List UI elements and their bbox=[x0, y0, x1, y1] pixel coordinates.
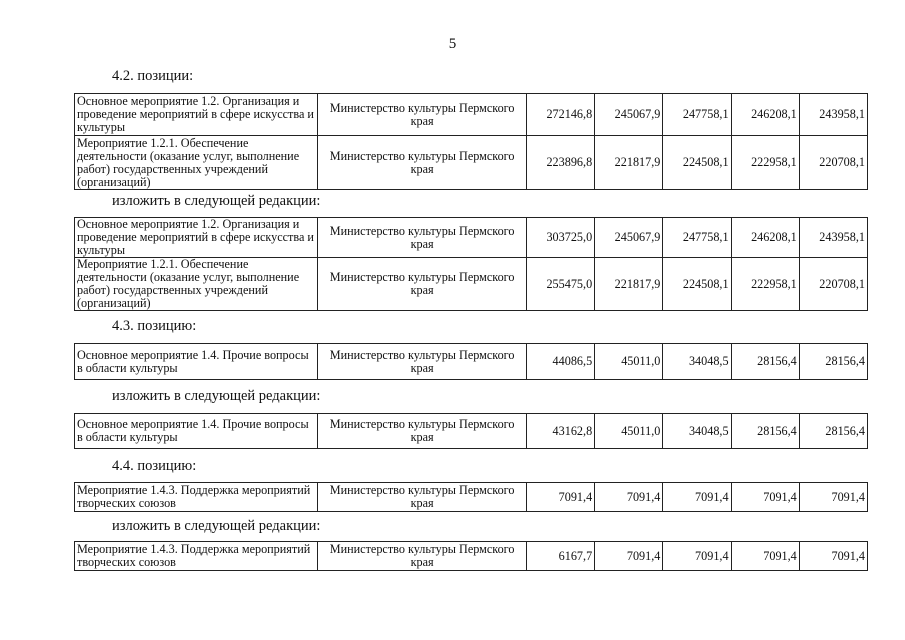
value-cell: 272146,8 bbox=[526, 94, 594, 136]
value-cell: 223896,8 bbox=[526, 136, 594, 190]
value-cell: 222958,1 bbox=[731, 136, 799, 190]
value-cell: 220708,1 bbox=[799, 136, 867, 190]
table-row bbox=[75, 218, 868, 258]
value-cell: 7091,4 bbox=[731, 542, 799, 571]
value-cell: 28156,4 bbox=[799, 414, 867, 449]
value-cell: 34048,5 bbox=[663, 414, 731, 449]
ministry-cell: Министерство культуры Пермского края bbox=[318, 94, 527, 136]
table-row bbox=[75, 258, 868, 311]
value-cell: 245067,9 bbox=[595, 94, 663, 136]
table-row bbox=[75, 542, 868, 571]
value-cell: 7091,4 bbox=[663, 483, 731, 512]
value-cell: 221817,9 bbox=[595, 258, 663, 311]
value-cell: 222958,1 bbox=[731, 258, 799, 311]
value-cell: 44086,5 bbox=[526, 344, 594, 380]
value-cell: 7091,4 bbox=[731, 483, 799, 512]
section-heading: 4.3. позицию: bbox=[112, 318, 197, 334]
event-name-cell: Основное мероприятие 1.2. Организация и проведение мероприятий в сфере искусства и культуры bbox=[75, 218, 318, 258]
budget-table bbox=[74, 217, 868, 311]
value-cell: 303725,0 bbox=[526, 218, 594, 258]
section-heading: 4.2. позиции: bbox=[112, 68, 194, 84]
value-cell: 220708,1 bbox=[799, 258, 867, 311]
event-name-cell: Мероприятие 1.4.3. Поддержка мероприятий творческих союзов bbox=[75, 483, 318, 512]
ministry-cell: Министерство культуры Пермского края bbox=[318, 542, 527, 571]
value-cell: 45011,0 bbox=[595, 414, 663, 449]
value-cell: 7091,4 bbox=[595, 542, 663, 571]
table-row bbox=[75, 414, 868, 449]
table-row bbox=[75, 344, 868, 380]
value-cell: 28156,4 bbox=[799, 344, 867, 380]
value-cell: 7091,4 bbox=[595, 483, 663, 512]
event-name-cell: Мероприятие 1.2.1. Обеспечение деятельности (оказание услуг, выполнение работ) государственных учреждений (организаций) bbox=[75, 136, 318, 190]
value-cell: 28156,4 bbox=[731, 414, 799, 449]
page-number: 5 bbox=[448, 36, 457, 52]
value-cell: 246208,1 bbox=[731, 94, 799, 136]
value-cell: 245067,9 bbox=[595, 218, 663, 258]
value-cell: 28156,4 bbox=[731, 344, 799, 380]
budget-table bbox=[74, 343, 868, 380]
table-row bbox=[75, 483, 868, 512]
budget-table bbox=[74, 541, 868, 571]
section-heading: изложить в следующей редакции: bbox=[112, 518, 321, 534]
table-row bbox=[75, 94, 868, 136]
event-name-cell: Мероприятие 1.2.1. Обеспечение деятельности (оказание услуг, выполнение работ) государственных учреждений (организаций) bbox=[75, 258, 318, 311]
ministry-cell: Министерство культуры Пермского края bbox=[318, 344, 527, 380]
ministry-cell: Министерство культуры Пермского края bbox=[318, 483, 527, 512]
budget-table bbox=[74, 93, 868, 190]
value-cell: 43162,8 bbox=[526, 414, 594, 449]
value-cell: 7091,4 bbox=[799, 483, 867, 512]
value-cell: 7091,4 bbox=[526, 483, 594, 512]
value-cell: 34048,5 bbox=[663, 344, 731, 380]
value-cell: 7091,4 bbox=[799, 542, 867, 571]
value-cell: 247758,1 bbox=[663, 94, 731, 136]
table-row bbox=[75, 136, 868, 190]
value-cell: 7091,4 bbox=[663, 542, 731, 571]
budget-table bbox=[74, 413, 868, 449]
event-name-cell: Основное мероприятие 1.4. Прочие вопросы в области культуры bbox=[75, 344, 318, 380]
value-cell: 243958,1 bbox=[799, 218, 867, 258]
value-cell: 221817,9 bbox=[595, 136, 663, 190]
ministry-cell: Министерство культуры Пермского края bbox=[318, 414, 527, 449]
value-cell: 224508,1 bbox=[663, 136, 731, 190]
value-cell: 243958,1 bbox=[799, 94, 867, 136]
value-cell: 6167,7 bbox=[526, 542, 594, 571]
value-cell: 255475,0 bbox=[526, 258, 594, 311]
value-cell: 224508,1 bbox=[663, 258, 731, 311]
value-cell: 246208,1 bbox=[731, 218, 799, 258]
section-heading: изложить в следующей редакции: bbox=[112, 193, 321, 209]
event-name-cell: Основное мероприятие 1.4. Прочие вопросы в области культуры bbox=[75, 414, 318, 449]
value-cell: 247758,1 bbox=[663, 218, 731, 258]
ministry-cell: Министерство культуры Пермского края bbox=[318, 258, 527, 311]
budget-table bbox=[74, 482, 868, 512]
ministry-cell: Министерство культуры Пермского края bbox=[318, 136, 527, 190]
event-name-cell: Основное мероприятие 1.2. Организация и проведение мероприятий в сфере искусства и культуры bbox=[75, 94, 318, 136]
section-heading: 4.4. позицию: bbox=[112, 458, 197, 474]
value-cell: 45011,0 bbox=[595, 344, 663, 380]
ministry-cell: Министерство культуры Пермского края bbox=[318, 218, 527, 258]
section-heading: изложить в следующей редакции: bbox=[112, 388, 321, 404]
event-name-cell: Мероприятие 1.4.3. Поддержка мероприятий творческих союзов bbox=[75, 542, 318, 571]
